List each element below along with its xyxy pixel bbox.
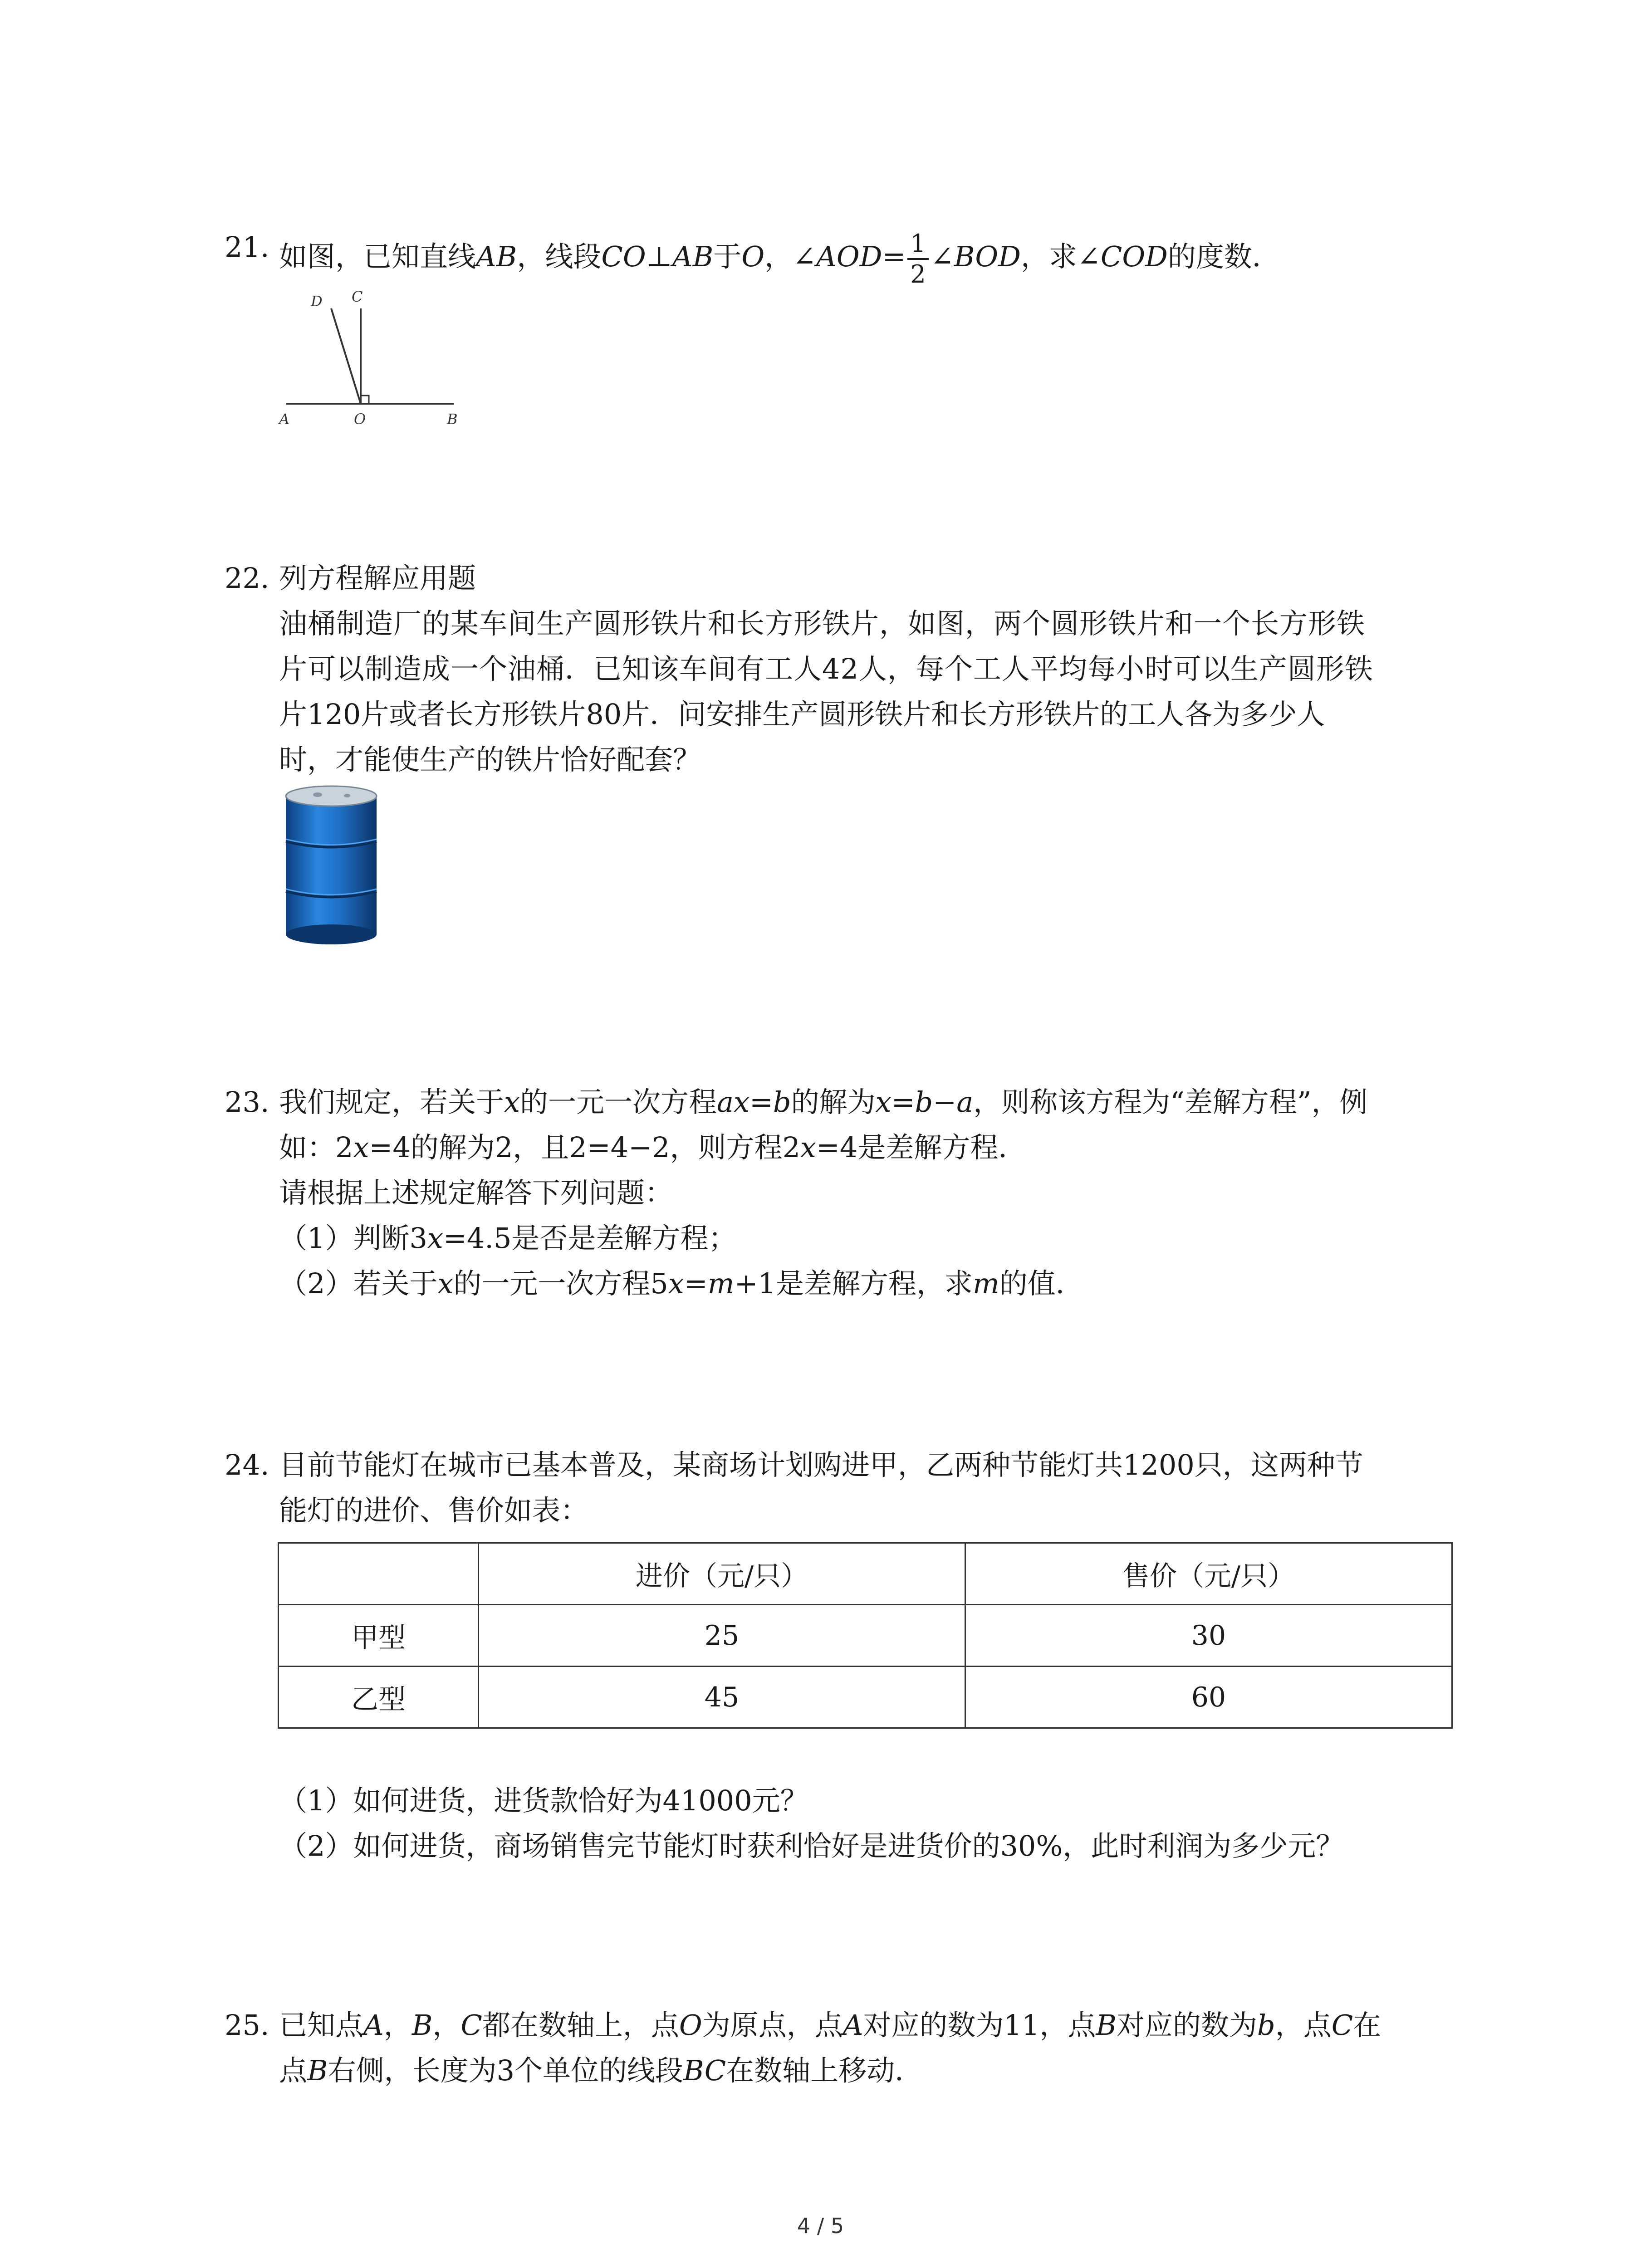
table-cell: 甲型	[279, 1605, 479, 1667]
table-cell: 45	[478, 1667, 965, 1728]
label-A: A	[279, 411, 290, 428]
table-cell: 60	[965, 1667, 1452, 1728]
question-23-line-1: 我们规定，若关于x的一元一次方程ax=b的解为x=b−a，则称该方程为“差解方程”，例	[279, 1085, 1368, 1119]
question-25-line-1: 已知点A，B，C都在数轴上，点O为原点，点A对应的数为11，点B对应的数为b，点C在	[279, 2009, 1381, 2042]
table-row	[279, 1605, 1452, 1667]
oil-barrel-image	[281, 785, 381, 948]
question-24-line-1: 目前节能灯在城市已基本普及，某商场计划购进甲，乙两种节能灯共1200只，这两种节	[279, 1448, 1363, 1481]
table-cell: 30	[965, 1605, 1452, 1667]
table-header-cell: 进价（元/只）	[478, 1543, 965, 1605]
table-cell: 乙型	[279, 1667, 479, 1728]
label-O: O	[354, 411, 366, 428]
question-25-line-2: 点B右侧，长度为3个单位的线段BC在数轴上移动．	[279, 2054, 923, 2087]
question-22-line-2: 片可以制造成一个油桶．已知该车间有工人42人，每个工人平均每小时可以生产圆形铁	[279, 652, 1373, 685]
question-24-sub-1: （1）如何进货，进货款恰好为41000元？	[279, 1784, 808, 1817]
question-23-line-2: 如：2x=4的解为2，且2=4−2，则方程2x=4是差解方程．	[279, 1131, 1027, 1164]
question-24-sub-2: （2）如何进货，商场销售完节能灯时获利恰好是进货价的30%，此时利润为多少元？	[279, 1829, 1344, 1862]
page-number: 4 / 5	[797, 2214, 844, 2238]
table-header-row	[279, 1543, 1452, 1605]
angle-figure	[272, 281, 472, 435]
question-25-number: 25.	[225, 2009, 269, 2042]
table-cell: 25	[478, 1605, 965, 1667]
question-21-number: 21.	[225, 230, 269, 264]
table-header-cell	[279, 1543, 479, 1605]
question-22-line-3: 片120片或者长方形铁片80片．问安排生产圆形铁片和长方形铁片的工人各为多少人	[279, 698, 1325, 731]
question-22-line-4: 时，才能使生产的铁片恰好配套？	[279, 743, 701, 776]
question-22-number: 22.	[225, 562, 269, 595]
question-24-line-2: 能灯的进价、售价如表：	[279, 1494, 589, 1527]
question-23-number: 23.	[225, 1085, 269, 1119]
question-23-sub-2: （2）若关于x的一元一次方程5x=m+1是差解方程，求m的值．	[279, 1267, 1084, 1300]
table-header-cell: 售价（元/只）	[965, 1543, 1452, 1605]
question-24-number: 24.	[225, 1448, 269, 1481]
price-table	[278, 1542, 1453, 1729]
question-22-line-1: 油桶制造厂的某车间生产圆形铁片和长方形铁片，如图，两个圆形铁片和一个长方形铁	[279, 607, 1366, 640]
table-row	[279, 1667, 1452, 1728]
label-B: B	[447, 411, 458, 428]
question-21-text: 如图，已知直线AB，线段CO⊥AB于O，∠AOD= $\frac{1}{2}$ ∠BOD，求∠COD的度数．	[279, 229, 1280, 288]
question-22-title: 列方程解应用题	[279, 562, 476, 595]
question-23-sub-1: （1）判断3x=4.5是否是差解方程；	[279, 1222, 737, 1255]
fraction-one-half: $\frac{1}{2}$	[907, 229, 928, 289]
label-D: D	[311, 293, 323, 310]
question-23-line-3: 请根据上述规定解答下列问题：	[279, 1176, 673, 1209]
label-C: C	[352, 288, 363, 305]
